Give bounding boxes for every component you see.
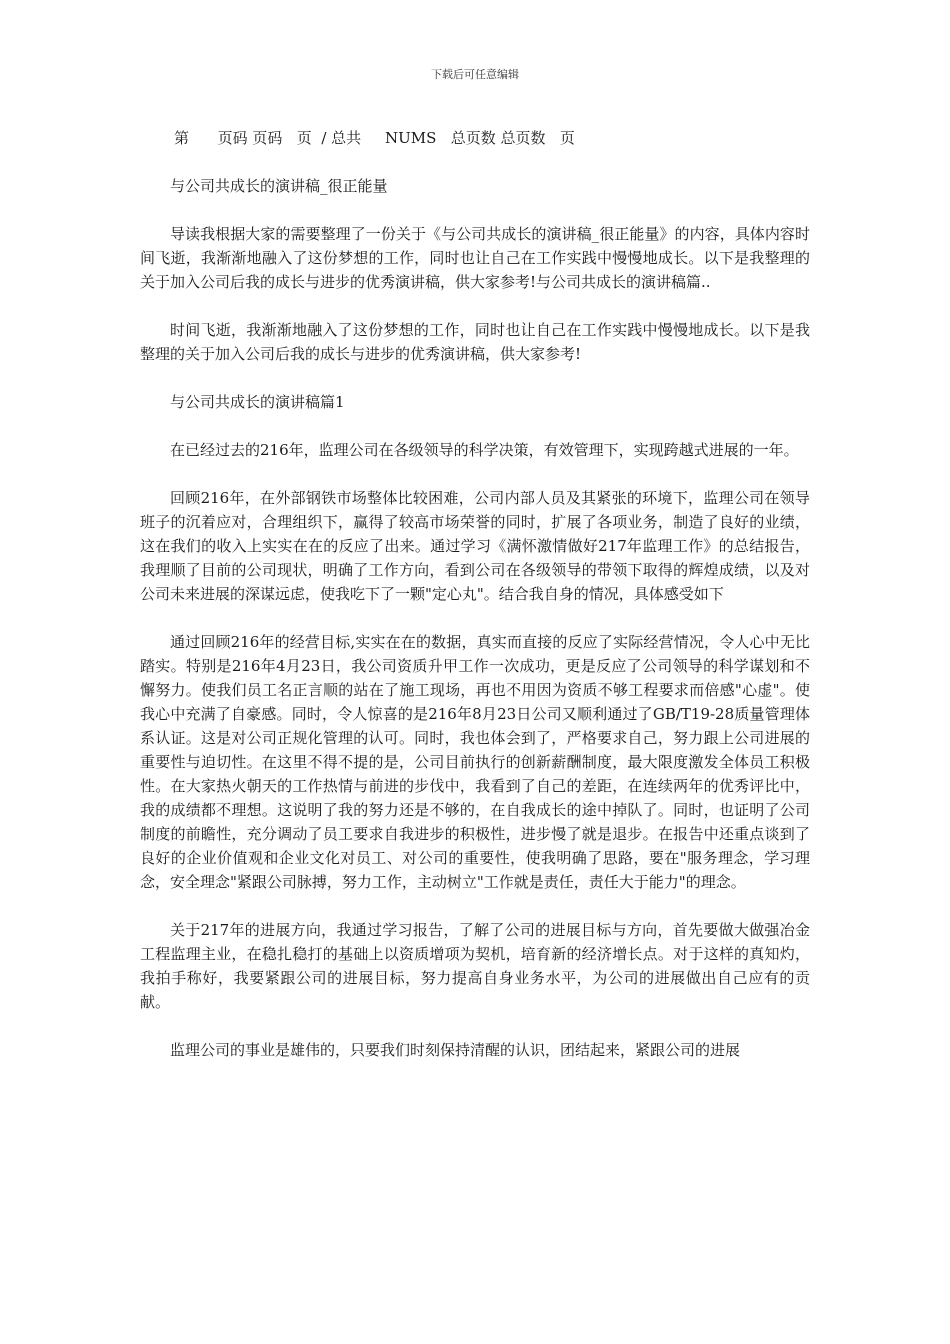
body-paragraph: 在已经过去的216年，监理公司在各级领导的科学决策，有效管理下，实现跨越式进展的一年。 [170, 441, 799, 459]
page-info-item: 总页数 [450, 129, 496, 147]
body-paragraph: 监理公司的事业是雄伟的，只要我们时刻保持清醒的认识，团结起来，紧跟公司的进展 [170, 1041, 741, 1059]
page-info-item: 页 [296, 129, 312, 147]
body-paragraph: 关于217年的进展方向，我通过学习报告，了解了公司的进展目标与方向，首先要做大做强冶金工程监理主业，在稳扎稳打的基础上以资质增项为契机，培育新的经济增长点。对于这样的真知灼，我拍手称好，我要紧跟公司的进展目标，努力提高自身业务水平，为公司的进展做出自己应有的贡献。 [140, 921, 810, 1011]
body-paragraph: 回顾216年，在外部钢铁市场整体比较困难，公司内部人员及其紧张的环境下，监理公司在领导班子的沉着应对，合理组织下，赢得了较高市场荣誉的同时，扩展了各项业务，制造了良好的业绩，这在我们的收入上实实在在的反应了出来。通过学习《满怀激情做好217年监理工作》的总结报告，我理顺了目前的公司现状，明确了工作方向，看到公司在各级领导的带领下取得的辉煌成绩，以及对公司未来进展的深谋远虑，使我吃下了一颗"定心丸"。结合我自身的情况，具体感受如下 [140, 489, 810, 603]
document-content [140, 126, 810, 1086]
page-info-item: 页 [559, 129, 575, 147]
page-info-item: 页码 [252, 129, 283, 147]
page-info-item: 第 [174, 129, 190, 147]
header-note: 下载后可任意编辑 [431, 68, 519, 81]
intro-paragraph: 导读我根据大家的需要整理了一份关于《与公司共成长的演讲稿_很正能量》的内容，具体内容时间飞逝，我渐渐地融入了这份梦想的工作，同时也让自己在工作实践中慢慢地成长。以下是我整理的关于加入公司后我的成长与进步的优秀演讲稿，供大家参考!与公司共成长的演讲稿篇.. [140, 225, 810, 291]
section-heading: 与公司共成长的演讲稿篇1 [170, 393, 345, 411]
page-info-item: / 总共 [321, 129, 362, 147]
page-number-field [140, 126, 810, 150]
page-info-item: 页码 [217, 129, 248, 147]
document-title: 与公司共成长的演讲稿_很正能量 [170, 177, 388, 195]
page-info-item: NUMS [384, 129, 437, 147]
page-info-item: 总页数 [500, 129, 546, 147]
intro-paragraph: 时间飞逝，我渐渐地融入了这份梦想的工作，同时也让自己在工作实践中慢慢地成长。以下是我整理的关于加入公司后我的成长与进步的优秀演讲稿，供大家参考! [140, 321, 810, 363]
body-paragraph: 通过回顾216年的经营目标,实实在在的数据，真实而直接的反应了实际经营情况，令人心中无比踏实。特别是216年4月23日，我公司资质升甲工作一次成功，更是反应了公司领导的科学谋划和不懈努力。使我们员工名正言顺的站在了施工现场，再也不用因为资质不够工程要求而倍感"心虚"。使我心中充满了自豪感。同时，令人惊喜的是216年8月23日公司又顺利通过了GB/T19-28质量管理体系认证。这是对公司正规化管理的认可。同时，我也体会到了，严格要求自己，努力跟上公司进展的重要性与迫切性。在这里不得不提的是，公司目前执行的创新薪酬制度，最大限度激发全体员工积极性。在大家热火朝天的工作热情与前进的步伐中，我看到了自己的差距，在连续两年的优秀评比中，我的成绩都不理想。这说明了我的努力还是不够的，在自我成长的途中掉队了。同时，也证明了公司制度的前瞻性，充分调动了员工要求自我进步的积极性，进步慢了就是退步。在报告中还重点谈到了良好的企业价值观和企业文化对员工、对公司的重要性，使我明确了思路，要在"服务理念，学习理念，安全理念"紧跟公司脉搏，努力工作，主动树立"工作就是责任，责任大于能力"的理念。 [140, 633, 810, 891]
